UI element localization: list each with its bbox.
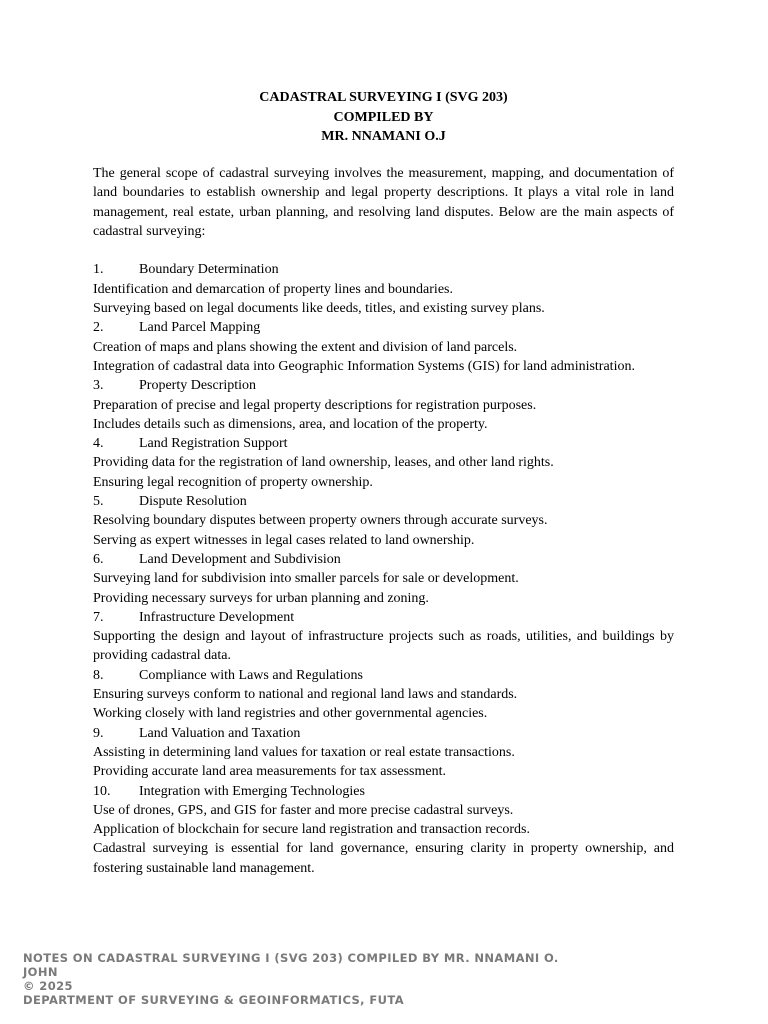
list-item-title: Integration with Emerging Technologies [139, 783, 365, 799]
list-item-title: Infrastructure Development [139, 609, 295, 625]
list-item-detail: Use of drones, GPS, and GIS for faster and more precise cadastral surveys. [93, 802, 514, 818]
compiled-by-label: COMPILED BY [333, 109, 434, 125]
list-item-detail: Integration of cadastral data into Geographic Information Systems (GIS) for land administration. [93, 358, 635, 374]
list-item-detail: Providing data for the registration of land ownership, leases, and other land rights. [93, 455, 554, 471]
footer-department: DEPARTMENT OF SURVEYING & GEOINFORMATICS, FUTA [23, 993, 404, 1007]
list-item-heading [93, 260, 674, 279]
list-item-heading [93, 608, 674, 627]
list-item-heading [93, 782, 674, 801]
list-item-title: Dispute Resolution [139, 494, 247, 510]
list-item-heading [93, 318, 674, 337]
list-item-detail: Application of blockchain for secure land registration and transaction records. [93, 822, 530, 838]
list-item-number: 6. [93, 551, 104, 567]
intro-paragraph: The general scope of cadastral surveying involves the measurement, mapping, and documentation of land boundaries to establish ownership and legal property descriptions. It plays a vital role in land management, real estate, urban planning, and resolving land disputes. Below are the main aspects of cadastral surveying: [93, 166, 674, 239]
document-body [93, 164, 674, 878]
list-item-number: 10. [93, 783, 111, 799]
conclusion-paragraph: Cadastral surveying is essential for land governance, ensuring clarity in property ownership, and fostering sustainable land management. [93, 841, 674, 876]
list-item-number: 5. [93, 494, 104, 510]
aspects-list [93, 260, 674, 839]
list-item-detail: Ensuring surveys conform to national and regional land laws and standards. [93, 687, 518, 703]
list-item-detail: Preparation of precise and legal property descriptions for registration purposes. [93, 397, 537, 413]
page-footer [23, 951, 623, 1007]
list-item-title: Land Parcel Mapping [139, 320, 261, 336]
list-item-detail: Working closely with land registries and other governmental agencies. [93, 706, 488, 722]
document-title: CADASTRAL SURVEYING I (SVG 203) [259, 90, 508, 105]
list-item-detail: Providing accurate land area measurements for tax assessment. [93, 764, 446, 780]
list-item-title: Boundary Determination [139, 262, 279, 278]
list-item-detail: Resolving boundary disputes between property owners through accurate surveys. [93, 513, 548, 529]
footer-author-line: JOHN [23, 965, 58, 979]
list-item-detail: Assisting in determining land values for taxation or real estate transactions. [93, 744, 515, 760]
list-item-detail: Supporting the design and layout of infrastructure projects such as roads, utilities, and buildings by providing cadastral data. [93, 629, 674, 664]
list-item-title: Land Development and Subdivision [139, 551, 341, 567]
list-item-number: 7. [93, 609, 104, 625]
list-item-detail: Includes details such as dimensions, area, and location of the property. [93, 416, 488, 432]
list-item-detail: Serving as expert witnesses in legal cases related to land ownership. [93, 532, 475, 548]
list-item-heading [93, 666, 674, 685]
list-item-number: 4. [93, 436, 104, 452]
list-item-detail: Providing necessary surveys for urban planning and zoning. [93, 590, 429, 606]
list-item-heading [93, 376, 674, 395]
list-item-detail: Creation of maps and plans showing the extent and division of land parcels. [93, 339, 518, 355]
author-name: MR. NNAMANI O.J [321, 129, 446, 144]
list-item-detail: Identification and demarcation of property lines and boundaries. [93, 281, 453, 297]
list-item-heading [93, 434, 674, 453]
list-item-detail: Ensuring legal recognition of property ownership. [93, 474, 373, 490]
list-item-number: 1. [93, 262, 104, 278]
footer-copyright: © 2025 [23, 979, 73, 993]
list-item-title: Land Valuation and Taxation [139, 725, 301, 741]
list-item-number: 3. [93, 378, 104, 394]
list-item-heading [93, 492, 674, 511]
list-item-title: Property Description [139, 378, 257, 394]
document-header [93, 88, 674, 147]
list-item-number: 2. [93, 320, 104, 336]
list-item-title: Compliance with Laws and Regulations [139, 667, 363, 683]
list-item-heading [93, 724, 674, 743]
list-item-detail: Surveying land for subdivision into smaller parcels for sale or development. [93, 571, 519, 587]
footer-notes-line: NOTES ON CADASTRAL SURVEYING I (SVG 203) COMPILED BY MR. NNAMANI O. [23, 951, 559, 965]
list-item-number: 8. [93, 667, 104, 683]
list-item-heading [93, 550, 674, 569]
list-item-number: 9. [93, 725, 104, 741]
list-item-title: Land Registration Support [139, 436, 288, 452]
list-item-detail: Surveying based on legal documents like deeds, titles, and existing survey plans. [93, 301, 545, 317]
